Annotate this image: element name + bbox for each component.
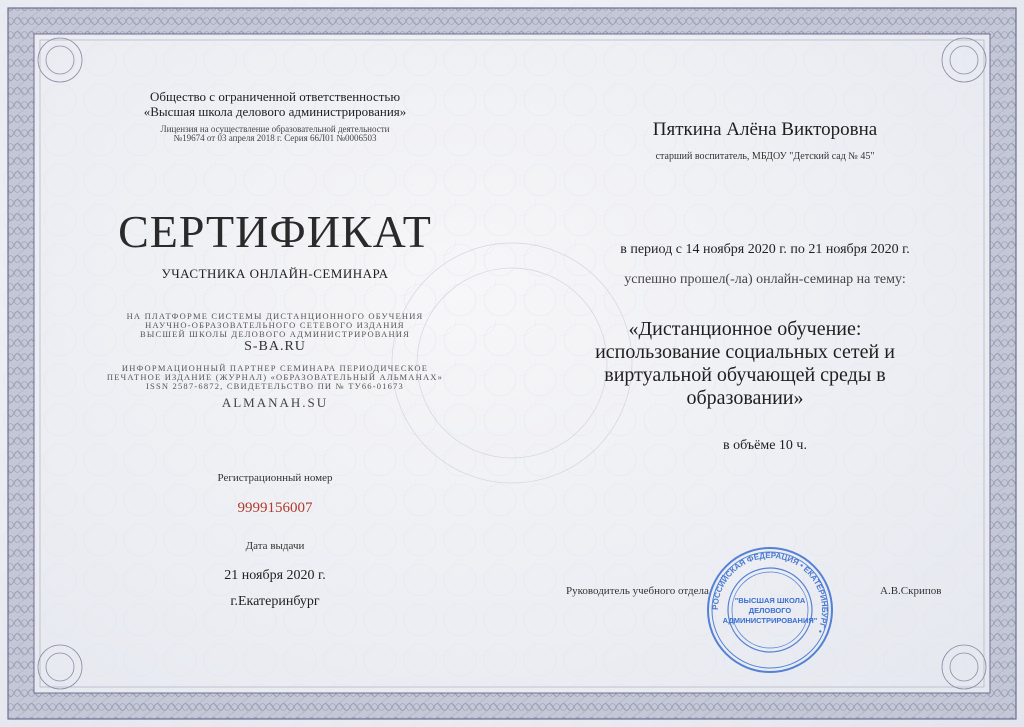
success-text: успешно прошел(-ла) онлайн-семинар на тему: bbox=[624, 272, 906, 287]
signer-name: А.В.Скрипов bbox=[880, 585, 942, 597]
platform-line-1: НА ПЛАТФОРМЕ СИСТЕМЫ ДИСТАНЦИОННОГО ОБУЧЕНИЯ bbox=[126, 311, 424, 321]
svg-text:АДМИНИСТРИРОВАНИЯ": АДМИНИСТРИРОВАНИЯ" bbox=[722, 616, 818, 625]
registration-number: 9999156007 bbox=[237, 500, 313, 516]
seminar-hours: в объёме 10 ч. bbox=[723, 438, 807, 453]
svg-text:ДЕЛОВОГО: ДЕЛОВОГО bbox=[748, 606, 792, 615]
seminar-period: в период с 14 ноября 2020 г. по 21 ноября 2020 г. bbox=[620, 242, 910, 257]
issue-date-label: Дата выдачи bbox=[245, 540, 305, 552]
svg-text:"ВЫСШАЯ ШКОЛА: "ВЫСШАЯ ШКОЛА bbox=[734, 596, 806, 605]
partner-line-2: ПЕЧАТНОЕ ИЗДАНИЕ (ЖУРНАЛ) «ОБРАЗОВАТЕЛЬНЫЙ АЛЬМАНАХ» bbox=[106, 372, 444, 382]
platform-line-3: ВЫСШЕЙ ШКОЛЫ ДЕЛОВОГО АДМИНИСТРИРОВАНИЯ bbox=[139, 329, 410, 339]
platform-site: S-BA.RU bbox=[244, 339, 306, 354]
partner-line-3: ISSN 2587-6872, СВИДЕТЕЛЬСТВО ПИ № ТУ66-01673 bbox=[145, 381, 405, 391]
recipient-name: Пяткина Алёна Викторовна bbox=[652, 119, 878, 140]
partner-line-1: ИНФОРМАЦИОННЫЙ ПАРТНЕР СЕМИНАРА ПЕРИОДИЧЕСКОЕ bbox=[121, 363, 429, 373]
organization-line-2: «Высшая школа делового администрирования» bbox=[143, 104, 407, 119]
certificate-subtitle: УЧАСТНИКА ОНЛАЙН-СЕМИНАРА bbox=[161, 266, 389, 281]
platform-line-2: НАУЧНО-ОБРАЗОВАТЕЛЬНОГО СЕТЕВОГО ИЗДАНИЯ bbox=[145, 320, 405, 330]
organization-line-1: Общество с ограниченной ответственностью bbox=[149, 89, 401, 104]
leader-label: Руководитель учебного отдела bbox=[566, 585, 709, 597]
license-line-2: №19674 от 03 апреля 2018 г. Серия 66Л01 №0006503 bbox=[173, 133, 377, 143]
recipient-position: старший воспитатель, МБДОУ "Детский сад № 45" bbox=[655, 151, 875, 162]
almanac-site: ALMANAH.SU bbox=[221, 395, 329, 410]
registration-label: Регистрационный номер bbox=[217, 472, 333, 484]
stamp-outer-text: РОССИЙСКАЯ ФЕДЕРАЦИЯ • ЕКАТЕРИНБУРГ • bbox=[710, 550, 830, 635]
certificate-title: СЕРТИФИКАТ bbox=[118, 206, 432, 257]
issue-date: 21 ноября 2020 г. bbox=[224, 568, 326, 583]
issue-city: г.Екатеринбург bbox=[230, 594, 320, 609]
license-line-1: Лицензия на осуществление образовательной деятельности bbox=[160, 124, 390, 134]
official-stamp bbox=[705, 545, 835, 675]
seminar-theme: «Дистанционное обучение: использование социальных сетей и виртуальной обучающей среды в образовании» bbox=[595, 318, 895, 409]
